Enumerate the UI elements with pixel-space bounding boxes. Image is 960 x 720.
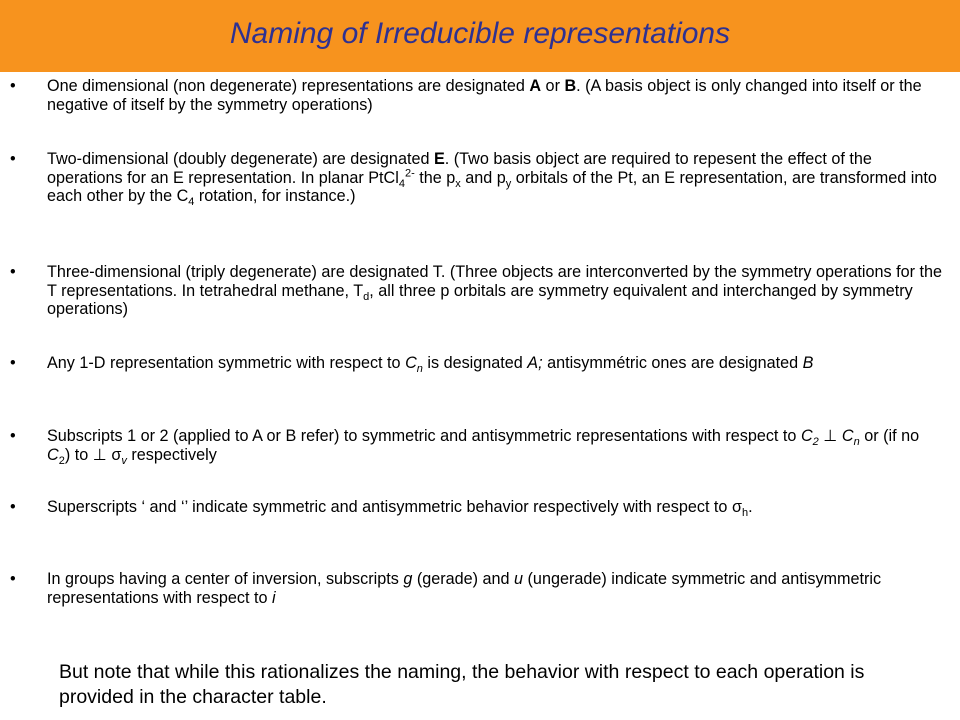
bullet-marker: •	[10, 354, 16, 372]
bullet-marker: •	[10, 77, 16, 95]
bullet-inversion-center	[10, 570, 945, 607]
bullet-text: Subscripts 1 or 2 (applied to A or B refer) to symmetric and antisymmetric representations with respect to $C_2$ ⊥ $C_n$ or (if no $C_2$) to ⊥ $\sigma_v$ respectively	[47, 427, 920, 467]
bullet-marker: •	[10, 427, 16, 445]
footer-note: But note that while this rationalizes the naming, the behavior with respect to each operation is provided in the character table.	[59, 661, 865, 708]
bullet-1d-symmetric	[10, 354, 945, 376]
bullet-marker: •	[10, 498, 16, 516]
bullet-text: Any 1-D representation symmetric with respect to $C_n$ is designated A; antisymmétric ones are designated B	[47, 354, 814, 376]
bullet-marker: •	[10, 150, 16, 168]
bullet-one-dimensional	[10, 77, 945, 114]
bullet-three-dimensional	[10, 263, 945, 319]
bullet-text: One dimensional (non degenerate) representations are designated A or B. (A basis object is only changed into itself or the negative of itself by the symmetry operations)	[47, 77, 922, 114]
bullet-marker: •	[10, 570, 16, 588]
bullet-text: Three-dimensional (triply degenerate) are designated T. (Three objects are interconverted by the symmetry operations for the T representations. In tetrahedral methane, $T_d$, all three p orbitals are symmetry equivalent and interchanged by symmetry operations)	[47, 263, 942, 318]
bullet-subscripts	[10, 427, 945, 467]
bullet-two-dimensional	[10, 150, 945, 209]
bullet-text: Superscripts ‘ and ‘’ indicate symmetric and antisymmetric behavior respectively with respect to $\sigma_h$.	[47, 498, 753, 520]
bullet-text: Two-dimensional (doubly degenerate) are designated E. (Two basis object are required to repesent the effect of the operations for an E representation. In planar PtCl$_4^{2-}$ the $p_x$ and $p_y$ orbitals of the Pt, an E representation, are transformed into each other by the $C_4$ rotation, for instance.)	[47, 150, 937, 209]
bullet-marker: •	[10, 263, 16, 281]
bullet-superscripts	[10, 498, 945, 520]
bullet-text: In groups having a center of inversion, subscripts g (gerade) and u (ungerade) indicate symmetric and antisymmetric representations with respect to i	[47, 570, 882, 607]
slide-title: Naming of Irreducible representations	[229, 17, 731, 50]
